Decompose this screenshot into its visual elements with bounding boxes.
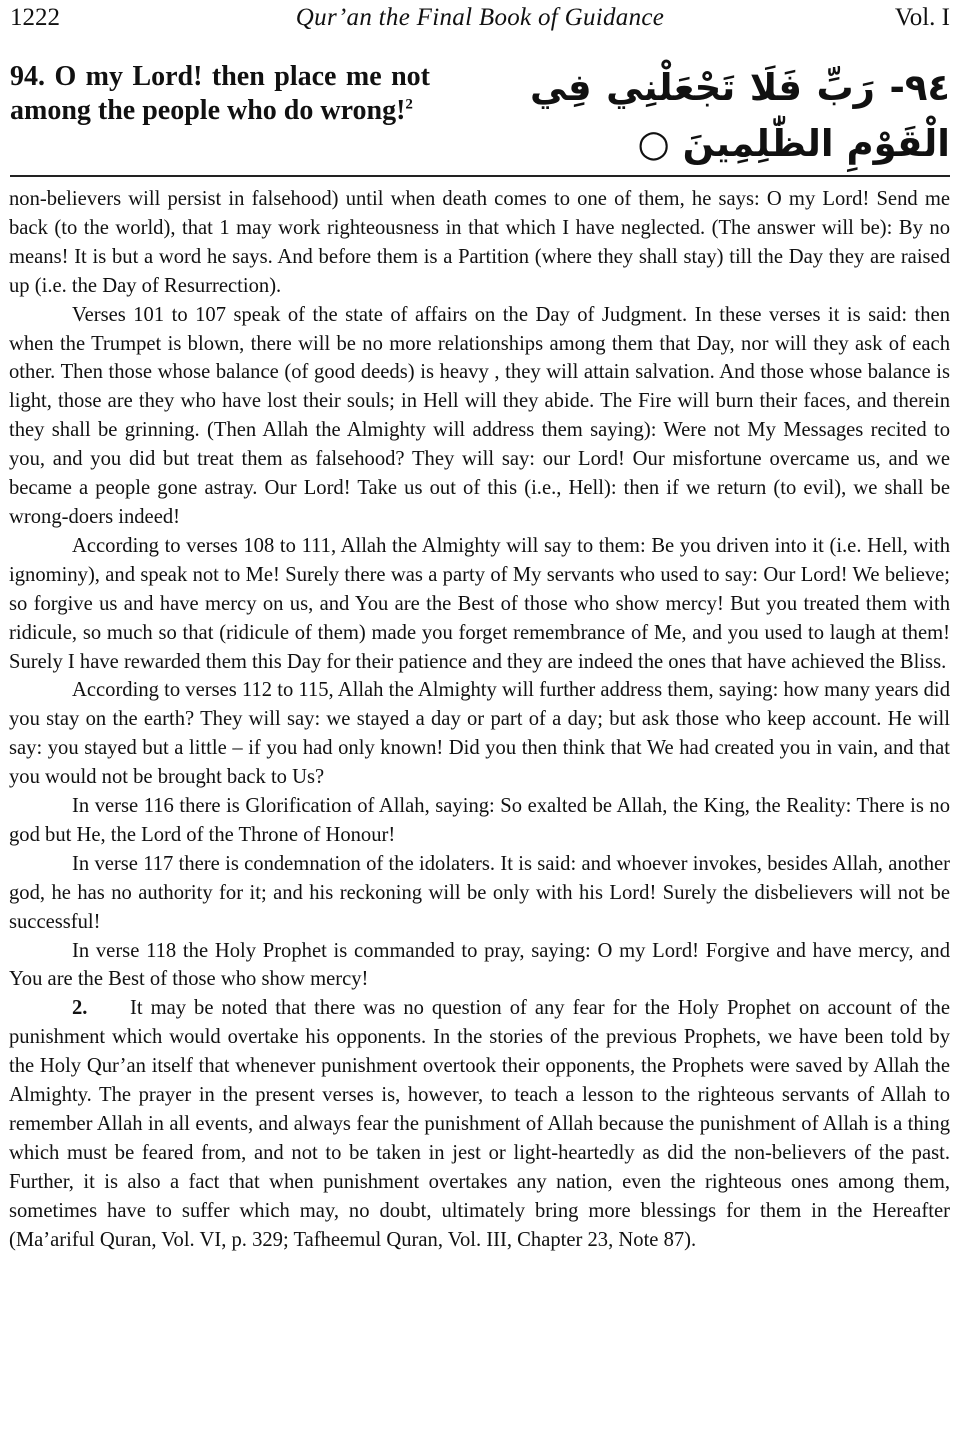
commentary-paragraph: In verse 117 there is condemnation of the idolaters. It is said: and whoever invokes, besides Allah, another god, he has no authority for it; and his reckoning will be only with his Lord! Surely the disbelievers will not be successful!: [9, 852, 950, 933]
running-head: [10, 2, 950, 34]
book-title: Qur’an the Final Book of Guidance: [295, 4, 665, 31]
volume-label: Vol. I: [894, 4, 950, 31]
footnote-text: It may be noted that there was no question of any fear for the Holy Prophet on account of the punishment which would overtake his opponents. In the stories of the previous Prophets, we have been told by the Holy Qur’an itself that whenever punishment overtook their opponents, the Prophets were saved by Allah the Almighty. The prayer in the present verses is, however, to teach a lesson to the righteous servants of Allah to remember Allah in all events, and always fear the punishment of Allah because the punishment of Allah is a thing which must be feared from, and not to be taken in jest or light-heartedly as did the non-believers of the past. Further, it is also a fact that when punishment overtakes any nation, even the righteous ones among them, sometimes have to suffer which may, no doubt, ultimately bring more blessings for them in the Hereafter (Ma’ariful Quran, Vol. VI, p. 329; Tafheemul Quran, Vol. III, Chapter 23, Note 87).: [9, 997, 950, 1251]
commentary-paragraph: In verse 118 the Holy Prophet is commanded to pray, saying: O my Lord! Forgive and have mercy, and You are the Best of those who show mercy!: [9, 939, 950, 991]
page-number: 1222: [10, 4, 60, 31]
commentary-paragraph: According to verses 108 to 111, Allah the Almighty will say to them: Be you driven into it (i.e. Hell, with ignominy), and speak not to Me! Surely there was a party of My servants who used to say: Our Lord! We believe; so forgive us and have mercy on us, and You are the Best of those who show mercy! But you treated them with ridicule, so much so that (ridicule of them) made you forget remembrance of Me, and you used to laugh at them! Surely I have rewarded them this Day for their patience and they are indeed the ones that have achieved the Bliss.: [9, 534, 950, 673]
commentary-paragraph: non-believers will persist in falsehood) until when death comes to one of them, he says: O my Lord! Send me back (to the world), that 1 may work righteousness in that which I have neglected. (The answer will be): By no means! It is but a word he says. And before them is a Partition (where they shall stay) till the Day they are raised up (i.e. the Day of Resurrection).: [9, 188, 950, 297]
commentary-paragraph: In verse 116 there is Glorification of Allah, saying: So exalted be Allah, the King, the Reality: There is no god but He, the Lord of the Throne of Honour!: [9, 795, 950, 846]
footnote-number: 2.: [72, 997, 88, 1020]
commentary: [9, 185, 950, 1255]
section-divider: [10, 175, 950, 177]
verse-translation: [10, 60, 430, 128]
footnote-marker: 2: [405, 96, 413, 113]
footnote: [9, 994, 950, 1254]
verse-arabic: ٩٤- رَبِّ فَلَا تَجْعَلْنِي فِي الْقَوْمِ الظّٰلِمِينَ ○: [530, 66, 950, 165]
commentary-paragraph: Verses 101 to 107 speak of the state of affairs on the Day of Judgment. In these verses it is said: then when the Trumpet is blown, there will be no more relationships among them that Day, nor will they ask of each other. Then those whose balance (of good deeds) is heavy , they will attain salvation. And those whose balance is light, those are they who have lost their souls; in Hell will they abide. The Fire will burn their faces, and therein they shall be grinning. (Then Allah the Almighty will address them saying): Were not My Messages recited to you, and you did but treat them as falsehood? They will say: our Lord! Our misfortune overcame us, and we became a people gone astray. Our Lord! Take us out of this (i.e., Hell): then if we return (to evil), we shall be wrong-doers indeed!: [9, 303, 950, 528]
commentary-paragraph: According to verses 112 to 115, Allah the Almighty will further address them, saying: how many years did you stay on the earth? They will say: we stayed a day or part of a day; but ask those who keep account. He will say: you stayed but a little – if you had only known! Did you then think that We had created you in vain, and that you would not be brought back to Us?: [9, 679, 950, 789]
verse-block: [10, 60, 950, 172]
verse-translation-text: 94. O my Lord! then place me not among the people who do wrong!: [10, 61, 430, 126]
